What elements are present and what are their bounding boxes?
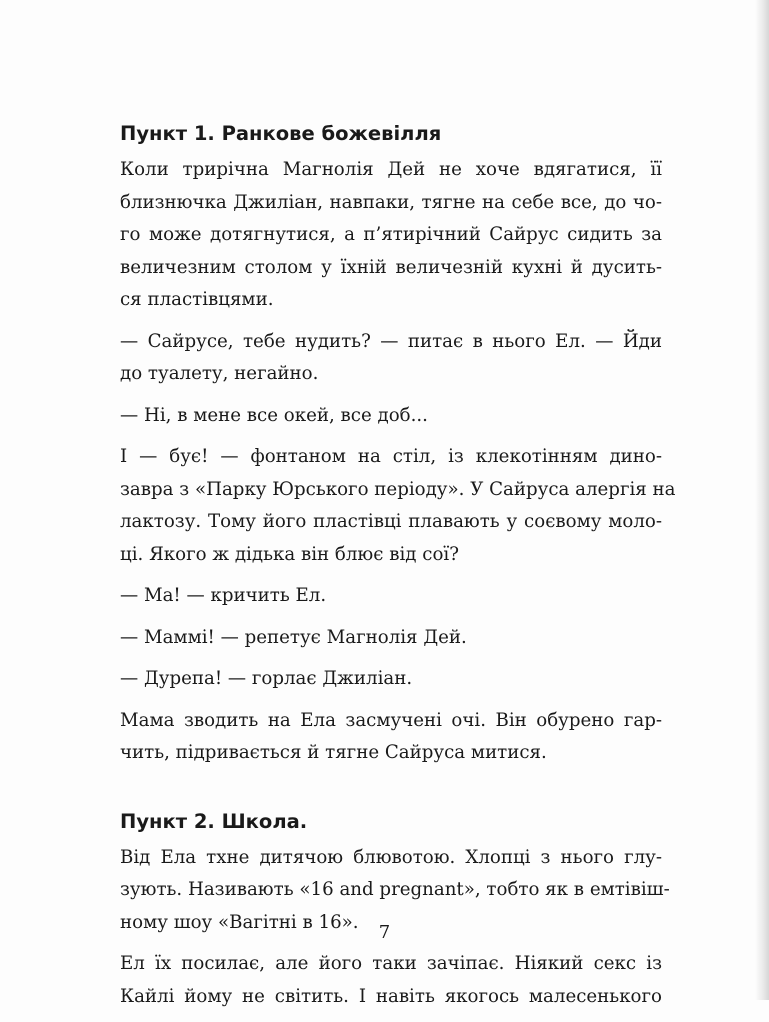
paragraph: [120, 400, 662, 433]
text-line: І — бує! — фонтаном на стіл, із клекотінням дино-: [120, 446, 662, 467]
text-line: — Сайрусе, тебе нудить? — питає в нього Ел. — Йди: [120, 330, 662, 352]
text-line: Ел їх посилає, але його таки зачіпає. Ніякий секс із: [120, 953, 662, 974]
text-line: го може дотягнутися, а п’ятирічний Сайрус сидить за: [120, 224, 662, 245]
paragraph: [120, 948, 662, 1013]
text-line: величезним столом у їхній величезній кухні й дусить-: [120, 256, 662, 278]
section-heading: Пункт 2. Школа.: [120, 809, 308, 833]
text-line: зують. Називають «16 and pregnant», тобто як в емтівіш-: [120, 879, 670, 900]
paragraph: [120, 326, 662, 391]
text-line: ся пластівцями.: [120, 289, 274, 310]
paragraph: [120, 622, 662, 655]
text-line: — Маммі! — репетує Магнолія Дей.: [120, 626, 467, 648]
paragraph: [120, 663, 662, 696]
text-line: ному шоу «Вагітні в 16».: [120, 911, 359, 933]
text-line: завра з «Парку Юрського періоду». У Сайруса алергія на: [120, 478, 676, 500]
text-line: близнючка Джиліан, навпаки, тягне на себе все, до чо-: [120, 191, 662, 213]
text-line: — Ні, в мене все окей, все доб...: [120, 404, 428, 426]
section-heading: Пункт 1. Ранкове божевілля: [120, 122, 442, 145]
paragraph: [120, 154, 662, 317]
text-line: — Ма! — кричить Ел.: [120, 585, 327, 606]
section-spacer: [120, 779, 662, 806]
text-line: — Дурепа! — горлає Джиліан.: [120, 668, 413, 689]
paragraph: [120, 705, 662, 770]
text-line: Мама зводить на Ела засмучені очі. Він обурено гар-: [120, 709, 662, 731]
page-edge-shadow: [755, 0, 769, 1000]
text-line: чить, підривається й тягне Сайруса митися.: [120, 742, 547, 763]
book-page-text: [120, 118, 676, 1022]
page-number: 7: [378, 922, 391, 943]
text-line: лактозу. Тому його пластівці плавають у соєвому моло-: [120, 511, 662, 532]
text-line: ці. Якого ж дідька він блює від сої?: [120, 543, 459, 565]
text-line: Коли трирічна Магнолія Дей не хоче вдягатися, її: [120, 159, 662, 180]
text-line: до туалету, негайно.: [120, 363, 319, 384]
text-line: Від Ела тхне дитячою блювотою. Хлопці з нього глу-: [120, 846, 662, 868]
paragraph: [120, 580, 662, 613]
text-line: Кайлі йому не світить. І навіть якогось малесенького: [120, 985, 662, 1007]
paragraph: [120, 441, 676, 571]
